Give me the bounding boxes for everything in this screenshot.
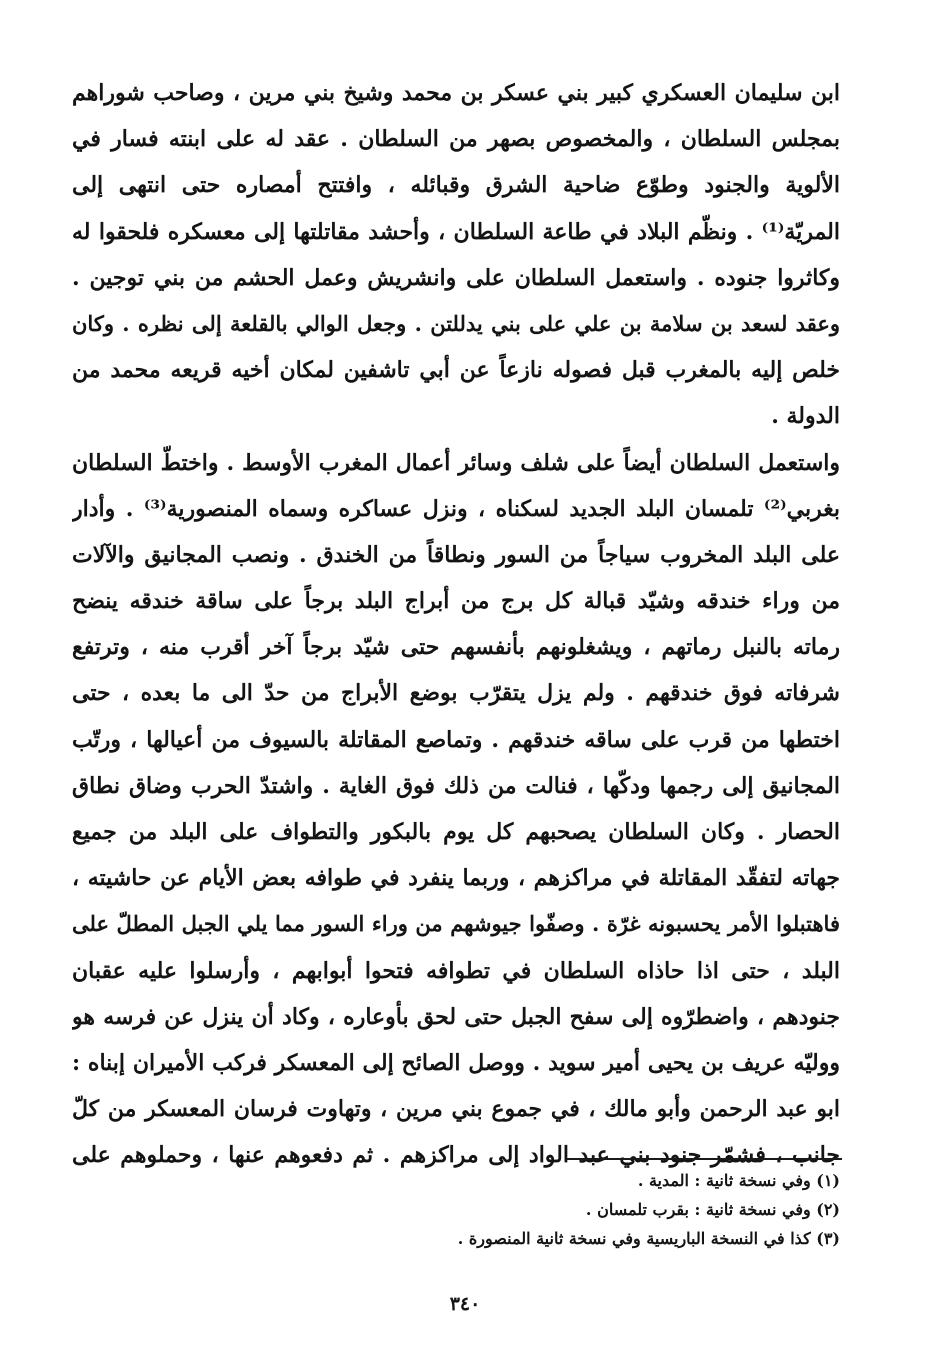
text-line: بغربي⁽²⁾ تلمسان البلد الجديد لسكناه ، ونزل عساكره وسماه المنصورية⁽³⁾ . وأدار — [72, 495, 840, 522]
text-line: شرفاته فوق خندقهم . ولم يزل يتقرّب بوضع الأبراج من حدّ الى ما بعده ، حتى — [72, 680, 840, 707]
text-line: جنودهم ، واضطرّوه إلى سفح الجبل حتى لحق بأوعاره ، وكاد أن ينزل عن فرسه هو — [72, 1003, 840, 1030]
text-line: البلد ، حتى اذا حاذاه السلطان في تطوافه فتحوا أبوابهم ، وأرسلوا عليه عقبان — [72, 957, 840, 984]
text-line: ووليّه عريف بن يحيى أمير سويد . ووصل الصائح إلى المعسكر فركب الأميران إبناه : — [72, 1049, 840, 1076]
text-line: المريّة⁽¹⁾ . ونظّم البلاد في طاعة السلطان ، وأحشد مقاتلتها إلى معسكره فلحقوا له — [72, 218, 840, 245]
text-line: واستعمل السلطان أيضاً على شلف وسائر أعمال المغرب الأوسط . واختطّ السلطان — [72, 449, 840, 476]
text-line: بمجلس السلطان ، والمخصوص بصهر من السلطان . عقد له على ابنته فسار في — [72, 126, 840, 153]
text-line: الحصار . وكان السلطان يصحبهم كل يوم بالبكور والتطواف على البلد من جميع — [72, 819, 840, 845]
page-number: ٣٤٠ — [449, 1293, 481, 1315]
footnote-divider — [566, 1158, 842, 1160]
text-line: وعقد لسعد بن سلامة بن علي على بني يدللتن . وجعل الوالي بالقلعة إلى نظره . وكان — [72, 310, 840, 336]
text-line: رماته بالنبل رماتهم ، ويشغلونهم بأنفسهم حتى شيّد برجاً آخر أقرب منه ، وترتفع — [72, 634, 840, 661]
text-line: جانب ، فشمّر جنود بني عبد الواد إلى مراكزهم . ثم دفعوهم عنها ، وحملوهم على — [72, 1142, 840, 1169]
footnotes — [300, 1166, 840, 1253]
text-line: فاهتبلوا الأمر يحسبونه غرّة . وصفّوا جيوشهم من وراء السور مما يلي الجبل المطلّ على — [72, 911, 840, 937]
text-line: وكاثروا جنوده . واستعمل السلطان على وانشريش وعمل الحشم من بني توجين . — [72, 264, 840, 291]
text-line: خلص إليه بالمغرب قبل فصوله نازعاً عن أبي تاشفين لمكان أخيه قريعه محمد من — [72, 357, 840, 384]
text-line: من وراء خندقه وشيّد قبالة كل برج من أبراج البلد برجاً على ساقة خندقه ينضح — [72, 588, 840, 615]
footnote-1: (١) وفي نسخة ثانية : المدية . — [637, 1171, 840, 1190]
text-line: اختطها من قرب على ساقه خندقهم . وتماصع المقاتلة بالسيوف من أعيالها ، ورتّب — [72, 726, 840, 753]
text-line: المجانيق إلى رجمها ودكّها ، فنالت من ذلك فوق الغاية . واشتدّ الحرب وضاق نطاق — [72, 772, 840, 799]
text-line: الألوية والجنود وطوّع ضاحية الشرق وقبائله ، وافتتح أمصاره حتى انتهى إلى — [72, 172, 840, 199]
text-line: ابو عبد الرحمن وأبو مالك ، في جموع بني مرين ، وتهاوت فرسان المعسكر من كلّ — [72, 1096, 840, 1123]
body-text — [72, 70, 840, 1179]
footnote-3: (٣) كذا في النسخة الباريسية وفي نسخة ثانية المنصورة . — [457, 1229, 840, 1248]
text-line: الدولة . — [771, 403, 840, 430]
text-line: ابن سليمان العسكري كبير بني عسكر بن محمد وشيخ بني مرين ، وصاحب شوراهم — [72, 80, 840, 106]
text-line: على البلد المخروب سياجاً من السور ونطاقاً من الخندق . ونصب المجانيق والآلات — [72, 541, 840, 568]
text-line: جهاته لتفقّد المقاتلة في مراكزهم ، وربما ينفرد في طوافه بعض الأيام عن حاشيته ، — [72, 865, 840, 892]
footnote-2: (٢) وفي نسخة ثانية : بقرب تلمسان . — [585, 1200, 840, 1219]
